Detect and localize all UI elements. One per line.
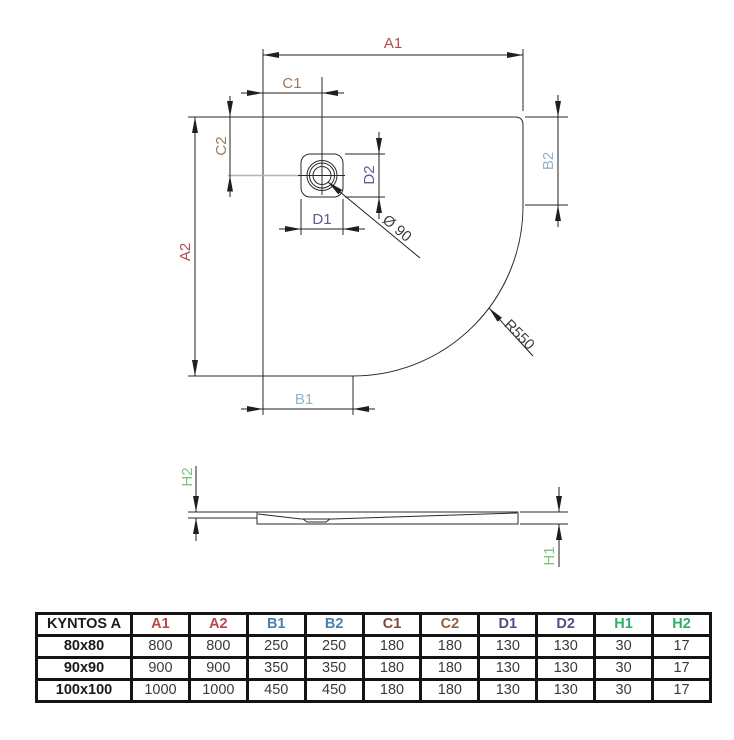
table-cell: 180 xyxy=(363,636,421,658)
dim-label-d2: D2 xyxy=(361,165,378,185)
table-cell: 800 xyxy=(189,636,247,658)
tray-profile-slope-left xyxy=(258,514,301,519)
table-cell: 130 xyxy=(537,636,595,658)
table-cell: 17 xyxy=(653,658,711,680)
table-cell: 130 xyxy=(479,636,537,658)
plan-view-drawing xyxy=(177,35,568,415)
table-cell: 1000 xyxy=(132,680,190,702)
table-cell: 130 xyxy=(479,680,537,702)
table-cell: 900 xyxy=(132,658,190,680)
table-cell: 1000 xyxy=(189,680,247,702)
tray-outline xyxy=(263,117,523,376)
dim-label-b1: B1 xyxy=(294,391,314,408)
table-cell: 900 xyxy=(189,658,247,680)
dim-label-a1: A1 xyxy=(383,35,403,52)
table-cell: 450 xyxy=(305,680,363,702)
table-cell: 130 xyxy=(537,680,595,702)
dimensions-table xyxy=(35,612,712,703)
table-header-d1: D1 xyxy=(479,614,537,636)
table-cell-size: 90x90 xyxy=(37,658,132,680)
leader-line-diameter xyxy=(328,182,420,258)
table-cell: 17 xyxy=(653,680,711,702)
table-cell: 350 xyxy=(305,658,363,680)
table-cell: 180 xyxy=(421,636,479,658)
table-header-c2: C2 xyxy=(421,614,479,636)
dim-label-radius: R550 xyxy=(500,316,538,354)
table-header-product: KYNTOS A xyxy=(37,614,132,636)
table-cell: 250 xyxy=(305,636,363,658)
dim-label-c2: C2 xyxy=(213,136,230,156)
table-cell: 180 xyxy=(363,680,421,702)
table-header-h1: H1 xyxy=(595,614,653,636)
dim-label-h1: H1 xyxy=(541,546,558,566)
tray-profile-slope-right xyxy=(332,513,517,519)
table-header-row xyxy=(37,614,711,636)
side-view-drawing xyxy=(179,466,568,567)
table-header-b2: B2 xyxy=(305,614,363,636)
dim-label-a2: A2 xyxy=(177,242,194,262)
table-header-d2: D2 xyxy=(537,614,595,636)
drain-assembly xyxy=(228,77,345,197)
table-cell: 180 xyxy=(421,658,479,680)
dim-label-diameter: Ø 90 xyxy=(378,211,415,246)
dim-label-b2: B2 xyxy=(540,151,557,171)
dim-label-d1: D1 xyxy=(312,211,332,228)
table-cell: 17 xyxy=(653,636,711,658)
table-header-h2: H2 xyxy=(653,614,711,636)
table-cell: 30 xyxy=(595,680,653,702)
dim-label-c1: C1 xyxy=(282,75,302,92)
table-header-c1: C1 xyxy=(363,614,421,636)
table-cell: 180 xyxy=(421,680,479,702)
table-cell: 800 xyxy=(132,636,190,658)
table-cell: 450 xyxy=(247,680,305,702)
dim-label-h2: H2 xyxy=(179,467,196,487)
table-cell: 130 xyxy=(479,658,537,680)
table-cell: 250 xyxy=(247,636,305,658)
table-header-a2: A2 xyxy=(189,614,247,636)
table-row-90x90 xyxy=(37,658,711,680)
table-cell: 30 xyxy=(595,658,653,680)
table-cell: 130 xyxy=(537,658,595,680)
table-row-100x100 xyxy=(37,680,711,702)
table-cell: 350 xyxy=(247,658,305,680)
table-header-a1: A1 xyxy=(132,614,190,636)
dimensions-table-grid xyxy=(35,612,712,703)
table-cell-size: 100x100 xyxy=(37,680,132,702)
table-cell-size: 80x80 xyxy=(37,636,132,658)
table-header-b1: B1 xyxy=(247,614,305,636)
table-cell: 180 xyxy=(363,658,421,680)
table-cell: 30 xyxy=(595,636,653,658)
table-row-80x80 xyxy=(37,636,711,658)
